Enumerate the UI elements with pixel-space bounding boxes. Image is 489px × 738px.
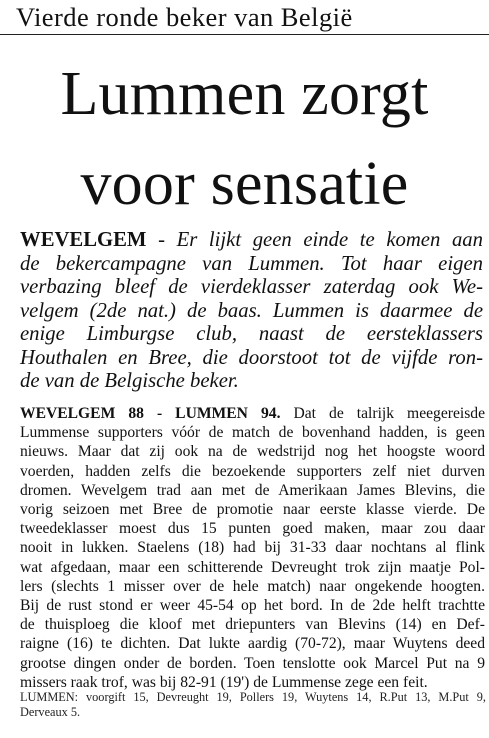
body-line: voerden, hadden zelfs die bezoekende supporters zelf niet durven (20, 462, 485, 480)
body-line: missers raak trof, was bij 82-91 (19') de Lummense zege een feit. (20, 673, 428, 691)
headline-line-1: Lummen zorgt (60, 60, 429, 128)
dateline: WEVELGEM (20, 229, 147, 251)
body-line-text: Dat de talrijk meegereisde (293, 405, 485, 422)
body-line: raigne (16) te dichten. Dat lukte aardig (70-72), maar Wuytens deed (20, 635, 485, 653)
body-line: grootse dingen onder de borden. Toen tenslotte ook Marcel Put na 9 (20, 654, 485, 672)
lead-line: enige Limburgse club, naast de eersteklassers (20, 323, 483, 345)
kicker-text: Vierde ronde beker van België (16, 2, 353, 32)
body-line: de thuisploeg die kloof met driepunters van Blevins (14) en Def- (20, 616, 485, 634)
body-line: Bij de rust stond er weer 45-54 op het bord. In de 2de helft trachtte (20, 597, 485, 615)
lineup-line: Derveaux 5. (20, 705, 81, 720)
lineup-line: LUMMEN: voorgift 15, Devreught 19, Pollers 19, Wuytens 14, R.Put 13, M.Put 9, (20, 690, 486, 704)
lead-line (20, 229, 483, 253)
body-line: dromen. Wevelgem trad aan met de Amerikaan James Blevins, die (20, 481, 485, 499)
body-line: nooit in lukken. Staelens (18) had bij 31-33 daar nochtans al flink (20, 539, 485, 557)
body-paragraph (20, 404, 485, 692)
lead-line: velgem (2de nat.) de baas. Lummen is daarmee de (20, 299, 483, 322)
lead-line: de van de Belgische beker. (20, 370, 239, 392)
lead-line: de bekercampagne van Lummen. Tot haar eigen (20, 252, 483, 275)
body-line: vorig seizoen met Bree de promotie naar eerste klasse vierde. De (20, 501, 485, 519)
body-line (20, 404, 485, 423)
lead-line-text: - Er lijkt geen einde te komen aan (158, 229, 483, 251)
headline-line-2: voor sensatie (80, 150, 409, 218)
body-line: Lummense supporters vóór de match de bovenhand hadden, is geen (20, 424, 485, 442)
lead-line: verbazing bleef de vierdeklasser zaterdag ook We- (20, 276, 483, 298)
score-line: WEVELGEM 88 - LUMMEN 94. (20, 405, 281, 422)
body-line: tweedeklasser moest dus 15 punten goed maken, maar zou daar (20, 520, 485, 538)
body-line: wat afgedaan, maar een schitterende Devreught trok zijn maatje Pol- (20, 558, 485, 576)
lead-paragraph (20, 229, 483, 394)
section-kicker (0, 0, 489, 35)
body-line: lers (slechts 1 misser over de hele match) naar ongekende hoogten. (20, 577, 485, 595)
team-lineup (20, 690, 486, 721)
body-line: nieuws. Maar dat zij ook na de wedstrijd nog het hoogste woord (20, 443, 485, 461)
lead-line: Houthalen en Bree, die doorstoot tot de vijfde ron- (20, 346, 483, 369)
